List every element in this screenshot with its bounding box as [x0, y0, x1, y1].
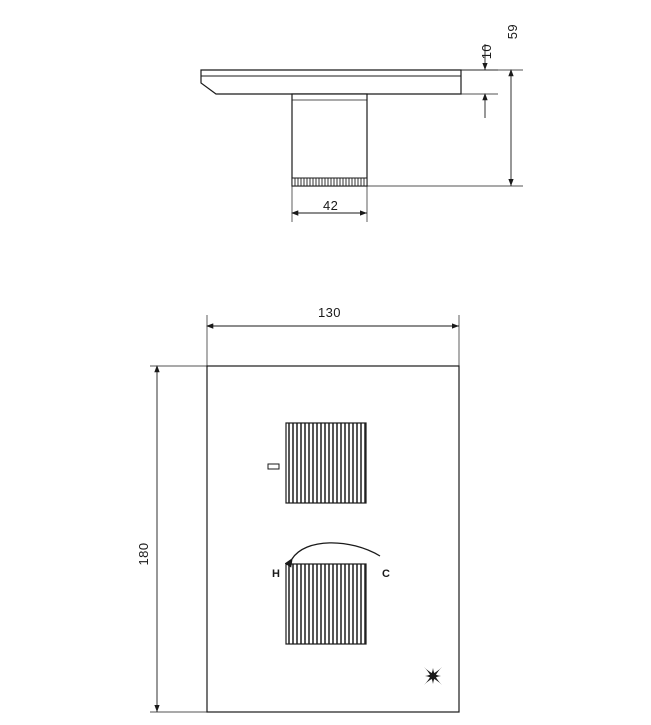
front-face-view — [150, 315, 459, 712]
temperature-control-handle[interactable] — [286, 564, 366, 644]
crosswater-x-logo — [424, 667, 442, 685]
faceplate-profile — [201, 70, 461, 94]
hot-label: H — [272, 568, 280, 580]
dim-label-59: 59 — [505, 24, 520, 40]
flow-control-handle[interactable] — [286, 423, 366, 503]
dim-label-130: 130 — [318, 305, 341, 320]
dim-label-180: 180 — [136, 542, 151, 566]
flow-indicator-slot — [268, 464, 279, 469]
dim-label-42: 42 — [323, 198, 339, 213]
valve-body-barrel — [292, 94, 367, 186]
side-section-view — [201, 44, 523, 222]
faceplate-outline — [207, 366, 459, 712]
threaded-end-hatch — [292, 178, 367, 186]
cold-label: C — [382, 568, 390, 580]
dim-label-10: 10 — [479, 44, 494, 60]
